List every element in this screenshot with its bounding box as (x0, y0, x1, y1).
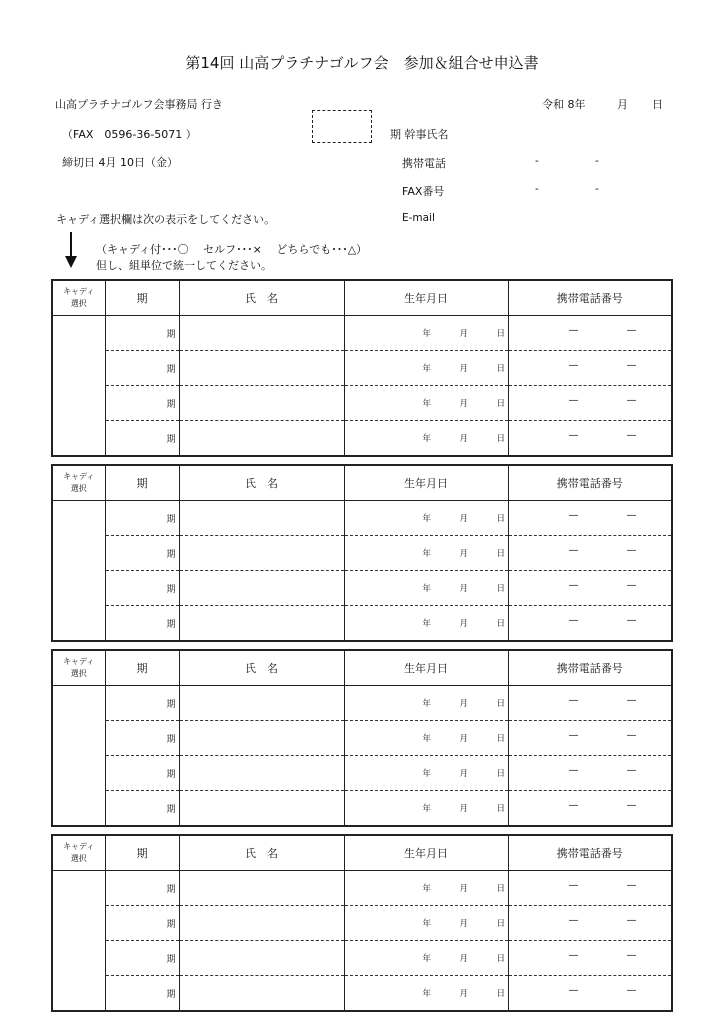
month-label: 月 (459, 584, 469, 594)
birthdate-cell[interactable] (344, 941, 508, 976)
term-cell[interactable] (105, 501, 179, 536)
day-label: 日 (496, 434, 506, 444)
name-cell[interactable] (179, 501, 344, 536)
day-label: 日 (496, 699, 506, 709)
term-cell[interactable] (105, 386, 179, 421)
header-caddy (52, 280, 105, 316)
name-cell[interactable] (179, 536, 344, 571)
phone-cell[interactable] (508, 791, 672, 827)
phone-dash-2: — (626, 615, 637, 626)
phone-dash-2: — (626, 325, 637, 336)
phone-dash-1: — (568, 510, 579, 521)
table-row (52, 976, 672, 1012)
name-cell[interactable] (179, 941, 344, 976)
table-row (52, 686, 672, 721)
phone-dash-2: — (626, 510, 637, 521)
term-suffix: 期 (166, 989, 176, 1000)
table-row (52, 421, 672, 457)
term-suffix: 期 (166, 364, 176, 375)
header-phone: 携帯電話番号 (508, 465, 672, 501)
caddy-select-cell[interactable] (52, 316, 105, 457)
year-label: 年 (422, 769, 432, 779)
month-label: 月 (459, 919, 469, 929)
name-cell[interactable] (179, 606, 344, 642)
day-label: 日 (496, 329, 506, 339)
phone-dash-1: — (568, 915, 579, 926)
birthdate-cell[interactable] (344, 536, 508, 571)
day-label: 日 (496, 514, 506, 524)
header-term: 期 (105, 650, 179, 686)
phone-dash-2: — (626, 395, 637, 406)
birthdate-cell[interactable] (344, 386, 508, 421)
day-label: 日 (496, 884, 506, 894)
table-row (52, 501, 672, 536)
birthdate-cell[interactable] (344, 571, 508, 606)
term-suffix: 期 (166, 549, 176, 560)
birthdate-cell[interactable] (344, 686, 508, 721)
phone-cell[interactable] (508, 536, 672, 571)
year-label: 年 (422, 919, 432, 929)
table-row (52, 791, 672, 827)
month-label: 月 (459, 884, 469, 894)
fax-number: （FAX 0596-36-5071 ） (62, 128, 197, 141)
term-suffix: 期 (166, 329, 176, 340)
instruction-line-1: キャディ選択欄は次の表示をしてください。 (56, 213, 276, 226)
phone-cell[interactable] (508, 721, 672, 756)
phone-cell[interactable] (508, 606, 672, 642)
month-label: 月 (459, 364, 469, 374)
year-label: 年 (422, 734, 432, 744)
caddy-select-cell[interactable] (52, 501, 105, 642)
birthdate-cell[interactable] (344, 721, 508, 756)
phone-dash-1: — (568, 765, 579, 776)
month-label: 月 (459, 514, 469, 524)
phone-cell[interactable] (508, 421, 672, 457)
name-cell[interactable] (179, 386, 344, 421)
header-caddy-top: キャディ (63, 842, 95, 851)
phone-dash-2: — (626, 800, 637, 811)
name-cell[interactable] (179, 906, 344, 941)
term-cell[interactable] (105, 906, 179, 941)
day-label: 日 (496, 769, 506, 779)
day-label: 日 (496, 989, 506, 999)
header-name: 氏 名 (179, 465, 344, 501)
header-caddy-bottom: 選択 (70, 299, 87, 308)
term-suffix: 期 (166, 769, 176, 780)
birthdate-cell[interactable] (344, 351, 508, 386)
phone-dash-2: — (626, 765, 637, 776)
header-phone: 携帯電話番号 (508, 650, 672, 686)
term-suffix: 期 (166, 434, 176, 445)
birthdate-cell[interactable] (344, 606, 508, 642)
term-suffix: 期 (166, 399, 176, 410)
phone-dash-1: — (568, 880, 579, 891)
month-label: 月 (459, 399, 469, 409)
phone-cell[interactable] (508, 386, 672, 421)
page-title: 第14回 山高プラチナゴルフ会 参加＆組合せ申込書 (185, 54, 539, 72)
phone-dash-1: — (568, 800, 579, 811)
deadline: 締切日 4月 10日（金） (62, 156, 178, 169)
phone-dash-2: — (626, 985, 637, 996)
day-label: 日 (496, 804, 506, 814)
phone-dash-2: — (626, 695, 637, 706)
term-suffix: 期 (166, 919, 176, 930)
header-name: 氏 名 (179, 280, 344, 316)
year-label: 年 (422, 399, 432, 409)
term-cell[interactable] (105, 976, 179, 1012)
birthdate-cell[interactable] (344, 791, 508, 827)
header-row (52, 280, 672, 316)
month-label: 月 (459, 954, 469, 964)
header-birthdate: 生年月日 (344, 465, 508, 501)
phone-dash-2: — (626, 950, 637, 961)
term-cell[interactable] (105, 571, 179, 606)
year-label: 年 (422, 619, 432, 629)
header-birthdate: 生年月日 (344, 280, 508, 316)
mobile-dash-2: - (595, 155, 599, 167)
day-label: 日 (496, 954, 506, 964)
mobile-dash-1: - (535, 155, 539, 167)
phone-dash-2: — (626, 545, 637, 556)
day-label: 日 (496, 584, 506, 594)
table-row (52, 906, 672, 941)
organizer-email-label: E-mail (402, 212, 435, 224)
table-row (52, 606, 672, 642)
month-label: 月 (459, 329, 469, 339)
phone-cell[interactable] (508, 871, 672, 906)
caddy-select-cell[interactable] (52, 686, 105, 827)
header-phone: 携帯電話番号 (508, 280, 672, 316)
table-row (52, 871, 672, 906)
header-phone: 携帯電話番号 (508, 835, 672, 871)
group-table (51, 649, 673, 827)
phone-cell[interactable] (508, 941, 672, 976)
year-label: 年 (422, 329, 432, 339)
group-table (51, 834, 673, 1012)
phone-dash-1: — (568, 545, 579, 556)
phone-cell[interactable] (508, 316, 672, 351)
birthdate-cell[interactable] (344, 501, 508, 536)
header-birthdate: 生年月日 (344, 650, 508, 686)
phone-cell[interactable] (508, 571, 672, 606)
table-row (52, 386, 672, 421)
term-suffix: 期 (166, 619, 176, 630)
header-row (52, 465, 672, 501)
year-label: 年 (422, 514, 432, 524)
date-era-year: 令和 8年 (542, 98, 586, 111)
instruction-line-2: （キャディ付･･･〇 セルフ･･･× どちらでも･･･△） (96, 243, 368, 256)
year-label: 年 (422, 989, 432, 999)
birthdate-cell[interactable] (344, 756, 508, 791)
phone-dash-2: — (626, 430, 637, 441)
term-cell[interactable] (105, 721, 179, 756)
phone-cell[interactable] (508, 351, 672, 386)
phone-dash-1: — (568, 325, 579, 336)
month-label: 月 (459, 804, 469, 814)
header-row (52, 650, 672, 686)
month-label: 月 (459, 989, 469, 999)
term-cell[interactable] (105, 791, 179, 827)
term-cell[interactable] (105, 421, 179, 457)
instruction-line-3: 但し、組単位で統一してください。 (96, 259, 272, 272)
header-caddy (52, 650, 105, 686)
down-arrow-icon (64, 232, 78, 268)
term-suffix: 期 (166, 804, 176, 815)
day-label: 日 (496, 919, 506, 929)
term-suffix: 期 (166, 954, 176, 965)
fax-dash-2: - (595, 183, 599, 195)
group-table (51, 464, 673, 642)
phone-dash-2: — (626, 880, 637, 891)
term-cell[interactable] (105, 316, 179, 351)
day-label: 日 (496, 549, 506, 559)
term-cell[interactable] (105, 686, 179, 721)
header-caddy-top: キャディ (63, 287, 95, 296)
term-suffix: 期 (166, 584, 176, 595)
phone-cell[interactable] (508, 906, 672, 941)
table-row (52, 536, 672, 571)
term-cell[interactable] (105, 536, 179, 571)
organizer-mobile-label: 携帯電話 (402, 157, 446, 170)
phone-cell[interactable] (508, 756, 672, 791)
phone-cell[interactable] (508, 501, 672, 536)
birthdate-cell[interactable] (344, 976, 508, 1012)
name-cell[interactable] (179, 351, 344, 386)
birthdate-cell[interactable] (344, 421, 508, 457)
phone-dash-1: — (568, 950, 579, 961)
phone-dash-1: — (568, 985, 579, 996)
table-row (52, 756, 672, 791)
term-cell[interactable] (105, 606, 179, 642)
name-cell[interactable] (179, 791, 344, 827)
name-cell[interactable] (179, 316, 344, 351)
table-row (52, 941, 672, 976)
month-label: 月 (459, 619, 469, 629)
year-label: 年 (422, 364, 432, 374)
birthdate-cell[interactable] (344, 871, 508, 906)
month-label: 月 (459, 734, 469, 744)
name-cell[interactable] (179, 686, 344, 721)
year-label: 年 (422, 804, 432, 814)
date-day: 日 (652, 98, 663, 111)
phone-dash-1: — (568, 615, 579, 626)
caddy-select-cell[interactable] (52, 871, 105, 1012)
addressee: 山高プラチナゴルフ会事務局 行き (55, 98, 224, 111)
header-row (52, 835, 672, 871)
header-term: 期 (105, 465, 179, 501)
name-cell[interactable] (179, 571, 344, 606)
header-caddy-top: キャディ (63, 472, 95, 481)
table-row (52, 351, 672, 386)
header-name: 氏 名 (179, 650, 344, 686)
date-month: 月 (617, 98, 628, 111)
month-label: 月 (459, 769, 469, 779)
organizer-fax-label: FAX番号 (402, 185, 445, 198)
organizer-name-label: 期 幹事氏名 (390, 128, 449, 141)
term-cell[interactable] (105, 351, 179, 386)
header-term: 期 (105, 835, 179, 871)
header-name: 氏 名 (179, 835, 344, 871)
header-caddy (52, 465, 105, 501)
table-row (52, 571, 672, 606)
header-caddy-bottom: 選択 (70, 484, 87, 493)
phone-dash-2: — (626, 360, 637, 371)
phone-dash-1: — (568, 580, 579, 591)
day-label: 日 (496, 364, 506, 374)
term-suffix: 期 (166, 734, 176, 745)
year-label: 年 (422, 699, 432, 709)
day-label: 日 (496, 734, 506, 744)
term-cell[interactable] (105, 871, 179, 906)
name-cell[interactable] (179, 721, 344, 756)
year-label: 年 (422, 584, 432, 594)
header-caddy (52, 835, 105, 871)
phone-dash-1: — (568, 730, 579, 741)
table-row (52, 721, 672, 756)
year-label: 年 (422, 434, 432, 444)
birthdate-cell[interactable] (344, 906, 508, 941)
phone-dash-2: — (626, 730, 637, 741)
header-caddy-top: キャディ (63, 657, 95, 666)
term-suffix: 期 (166, 884, 176, 895)
term-number-box[interactable] (312, 110, 372, 143)
phone-dash-2: — (626, 580, 637, 591)
header-caddy-bottom: 選択 (70, 669, 87, 678)
month-label: 月 (459, 549, 469, 559)
month-label: 月 (459, 699, 469, 709)
fax-dash-1: - (535, 183, 539, 195)
phone-cell[interactable] (508, 976, 672, 1012)
name-cell[interactable] (179, 976, 344, 1012)
name-cell[interactable] (179, 756, 344, 791)
name-cell[interactable] (179, 871, 344, 906)
header-caddy-bottom: 選択 (70, 854, 87, 863)
phone-dash-2: — (626, 915, 637, 926)
term-suffix: 期 (166, 514, 176, 525)
term-cell[interactable] (105, 756, 179, 791)
header-birthdate: 生年月日 (344, 835, 508, 871)
birthdate-cell[interactable] (344, 316, 508, 351)
day-label: 日 (496, 399, 506, 409)
year-label: 年 (422, 549, 432, 559)
phone-cell[interactable] (508, 686, 672, 721)
year-label: 年 (422, 884, 432, 894)
year-label: 年 (422, 954, 432, 964)
phone-dash-1: — (568, 430, 579, 441)
day-label: 日 (496, 619, 506, 629)
table-row (52, 316, 672, 351)
term-suffix: 期 (166, 699, 176, 710)
month-label: 月 (459, 434, 469, 444)
term-cell[interactable] (105, 941, 179, 976)
phone-dash-1: — (568, 695, 579, 706)
group-table (51, 279, 673, 457)
name-cell[interactable] (179, 421, 344, 457)
header-term: 期 (105, 280, 179, 316)
phone-dash-1: — (568, 395, 579, 406)
phone-dash-1: — (568, 360, 579, 371)
